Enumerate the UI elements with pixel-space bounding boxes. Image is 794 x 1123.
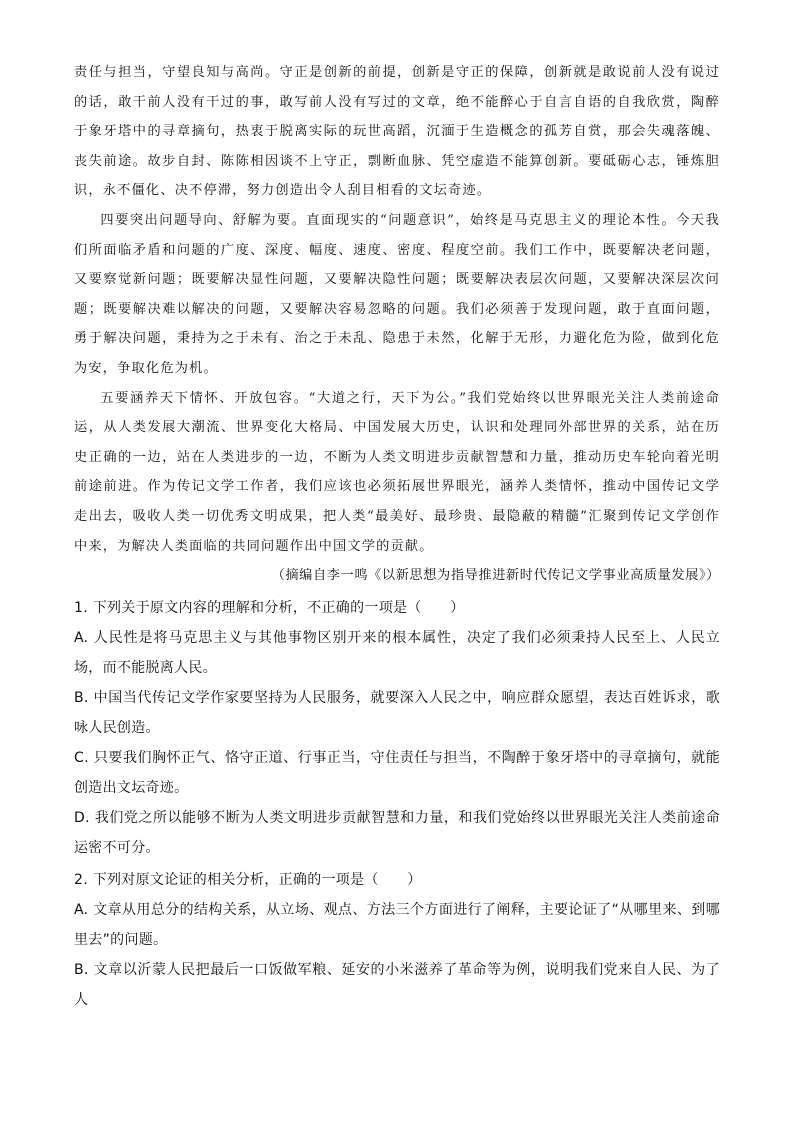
question-stem: 2. 下列对原文论证的相关分析，正确的一项是（ ） bbox=[74, 871, 422, 888]
option-b: B. 文章以沂蒙人民把最后一口饭做军粮、延安的小米滋养了革命等为例，说明我们党来自人民、为了人 bbox=[74, 961, 720, 1008]
passage-citation: （摘编自李一鸣《以新思想为指导推进新时代传记文学事业高质量发展》） bbox=[271, 568, 720, 584]
option-d: D. 我们党之所以能够不断为人类文明进步贡献智慧和力量，和我们党始终以世界眼光关注人类前途命运密不可分。 bbox=[74, 809, 720, 856]
option-c: C. 只要我们胸怀正气、恪守正道、行事正当，守住责任与担当，不陶醉于象牙塔中的寻章摘句，就能创造出文坛奇迹。 bbox=[74, 749, 720, 796]
option-b: B. 中国当代传记文学作家要坚持为人民服务，就要深入人民之中，响应群众愿望，表达百姓诉求，歌咏人民创造。 bbox=[74, 689, 720, 736]
passage-paragraph-1: 责任与担当，守望良知与高尚。守正是创新的前提，创新是守正的保障，创新就是敢说前人没有说过的话，敢干前人没有干过的事，敢写前人没有写过的文章，绝不能醉心于自言自语的自我欣赏，陶醉于象牙塔中的寻章摘句，热衷于脱离实际的玩世高蹈，沉湎于生造概念的孤芳自赏，那会失魂落魄、丧失前途。故步自封、陈陈相因谈不上守正，剽断血脉、凭空虚造不能算创新。要砥砺心志，锤炼胆识，永不僵化、决不停滞，努力创造出令人刮目相看的文坛奇迹。 bbox=[74, 65, 720, 199]
question-2 bbox=[74, 865, 720, 1015]
question-stem: 1. 下列关于原文内容的理解和分析，不正确的一项是（ ） bbox=[74, 599, 465, 616]
question-1 bbox=[74, 593, 720, 863]
document-content bbox=[74, 58, 720, 1015]
passage-paragraph-3: 五要涵养天下情怀、开放包容。“大道之行，天下为公。”我们党始终以世界眼光关注人类前途命运，从人类发展大潮流、世界变化大格局、中国发展大历史，认识和处理同外部世界的关系，站在历史正确的一边，站在人类进步的一边，不断为人类文明进步贡献智慧和力量，推动历史车轮向着光明前途前进。作为传记文学工作者，我们应该也必须拓展世界眼光，涵养人类情怀，推动中国传记文学走出去，吸收人类一切优秀文明成果，把人类“最美好、最珍贵、最隐蔽的精髓”汇聚到传记文学创作中来，为解决人类面临的共同问题作出中国文学的贡献。 bbox=[74, 390, 720, 554]
option-a: A. 文章从用总分的结构关系，从立场、观点、方法三个方面进行了阐释，主要论证了“从哪里来、到哪里去”的问题。 bbox=[74, 901, 720, 948]
passage-paragraph-2: 四要突出问题导向、舒解为要。直面现实的“问题意识”，始终是马克思主义的理论本性。今天我们所面临矛盾和问题的广度、深度、幅度、速度、密度、程度空前。我们工作中，既要解决老问题，又要察觉新问题；既要解决显性问题，又要解决隐性问题；既要解决表层次问题，又要解决深层次问题；既要解决难以解决的问题，又要解决容易忽略的问题。我们必须善于发现问题，敢于直面问题，勇于解决问题，秉持为之于未有、治之于未乱、隐患于未然，化解于无形，力避化危为险，做到化危为安，争取化危为机。 bbox=[74, 212, 720, 376]
option-a: A. 人民性是将马克思主义与其他事物区别开来的根本属性，决定了我们必须秉持人民至上、人民立场，而不能脱离人民。 bbox=[74, 629, 720, 676]
